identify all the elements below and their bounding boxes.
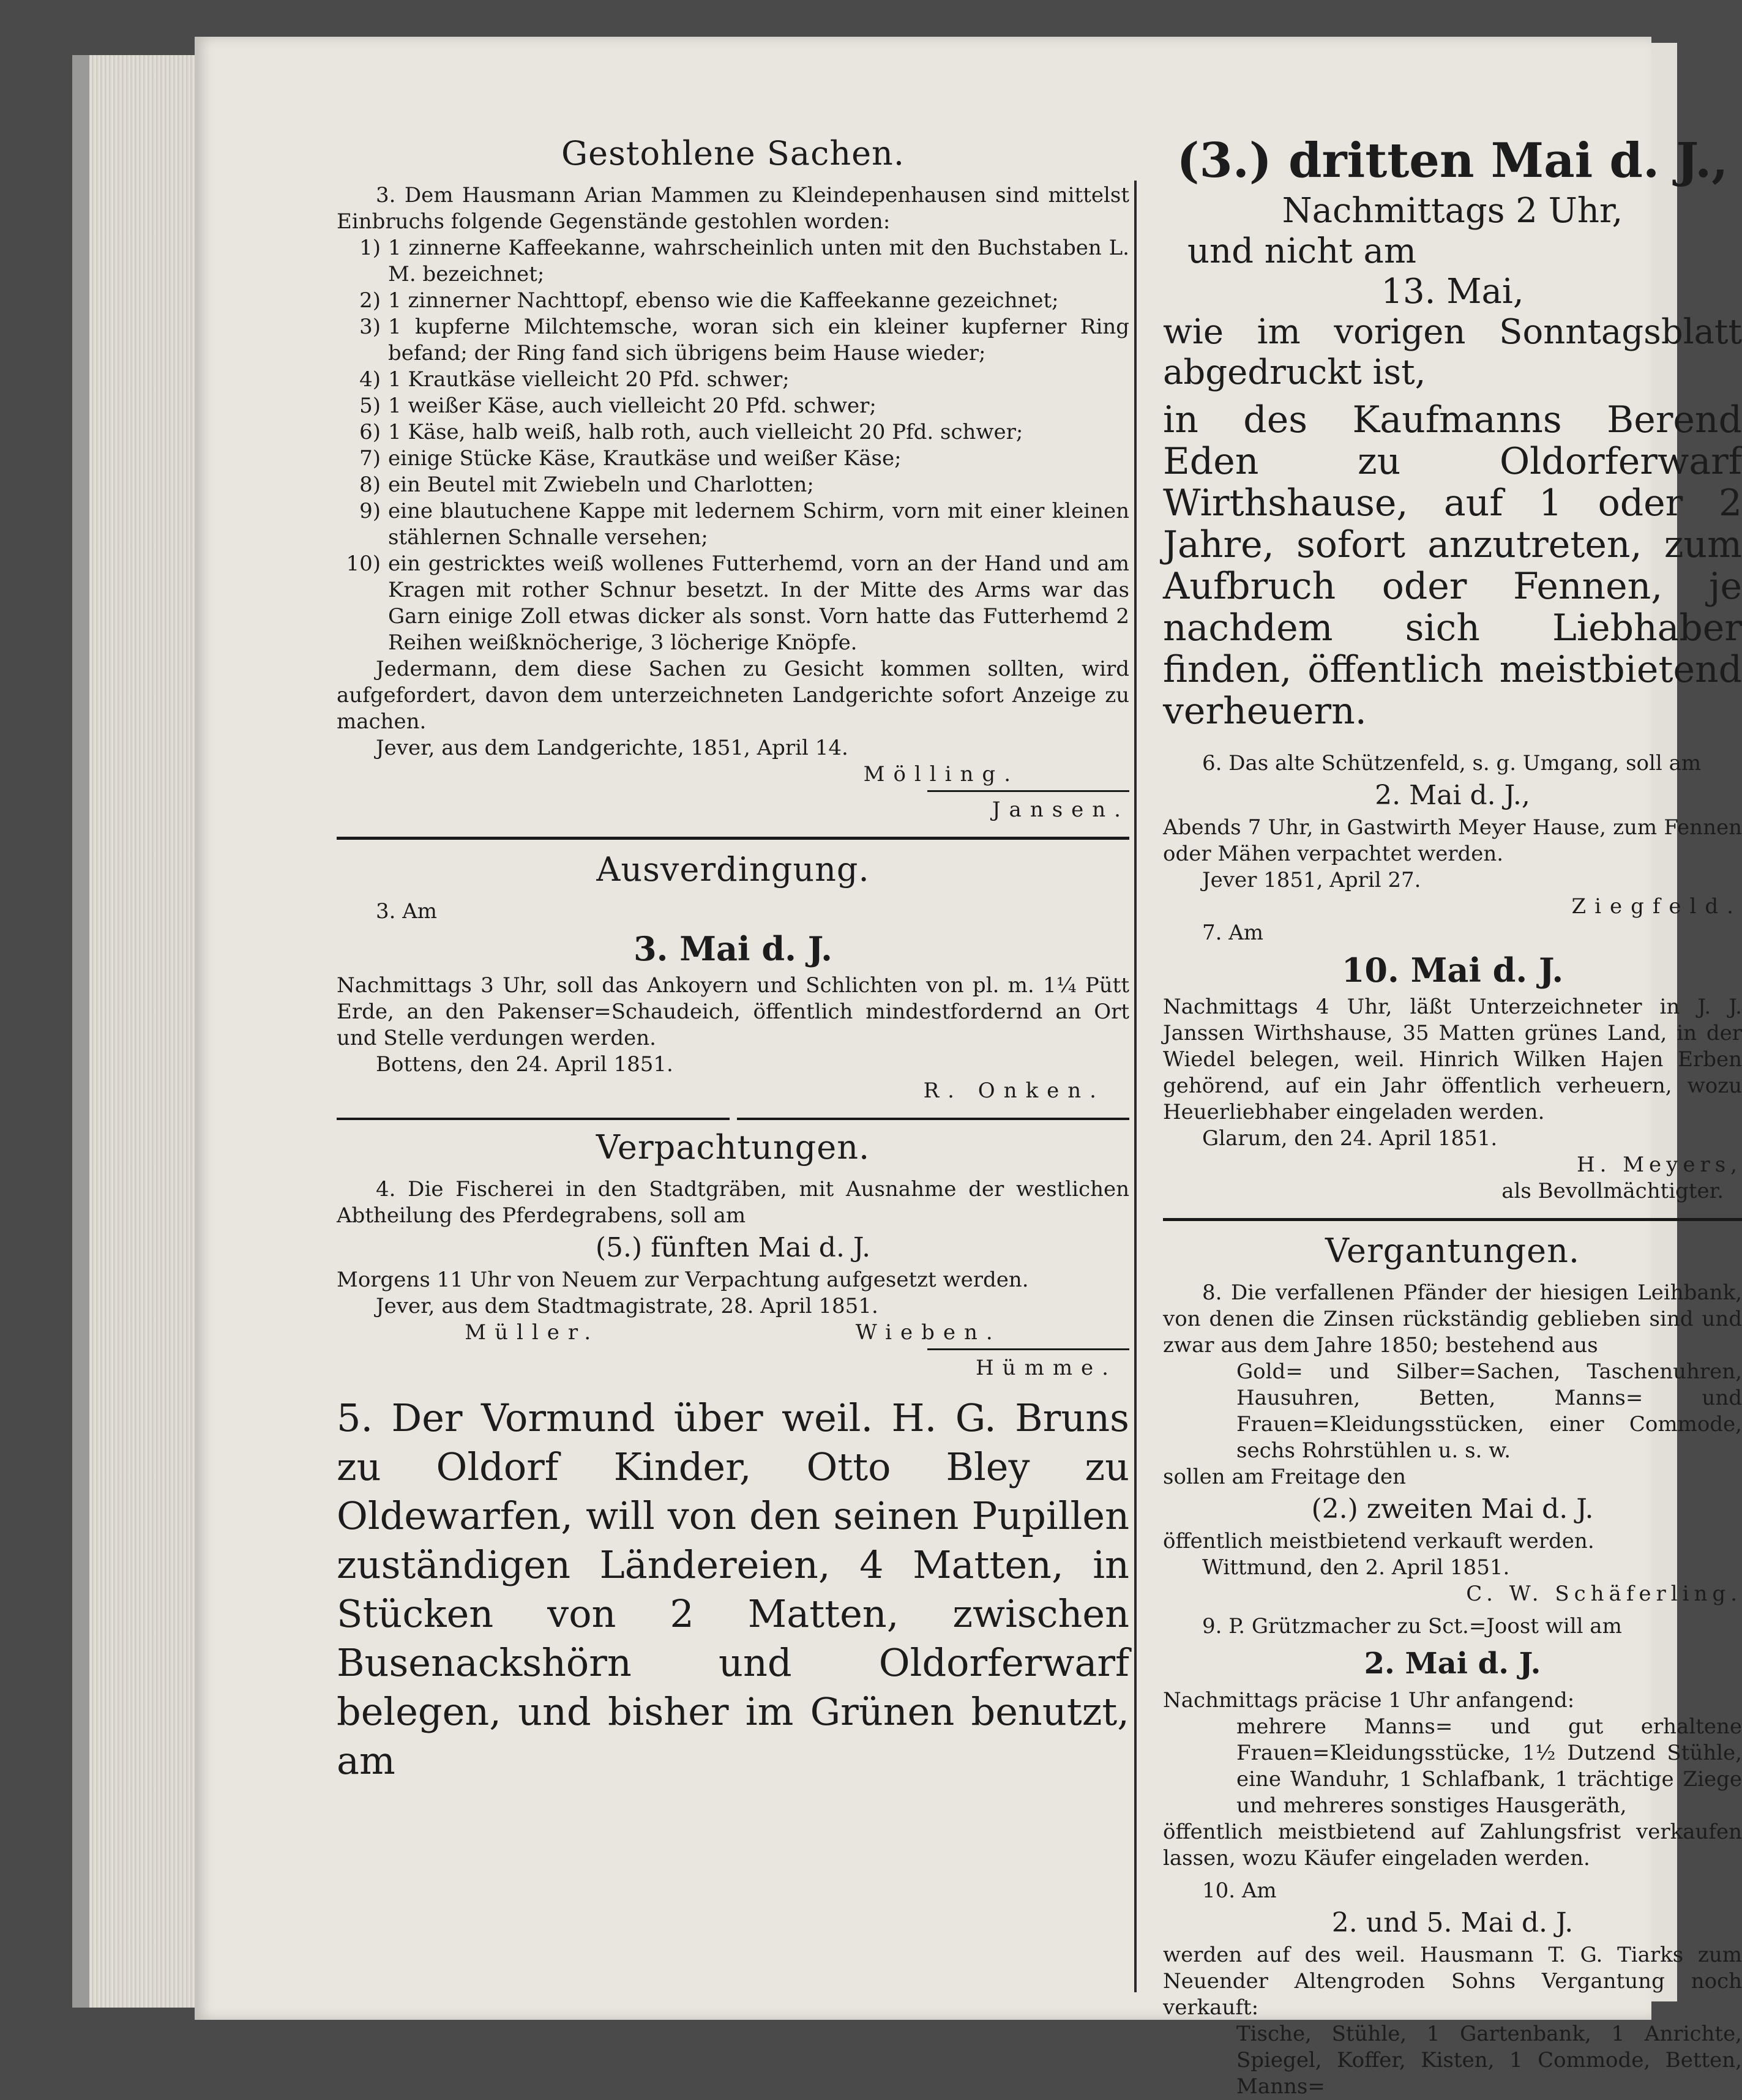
notice-text: 4. Die Fischerei in den Stadtgräben, mit Ausnahme der westlichen Abtheilung des Pferdegrabens, soll am: [337, 1177, 1129, 1228]
list-item: [337, 472, 1129, 498]
list-item: [337, 498, 1129, 551]
item-number: 7): [359, 446, 381, 471]
item-number: 1): [359, 236, 381, 260]
item-text: 1 weißer Käse, auch vielleicht 20 Pfd. schwer;: [388, 394, 877, 418]
item-text: 1 kupferne Milchtemsche, woran sich ein kleiner kupferner Ring befand; der Ring fand sich übrigens beim Hause wieder;: [388, 315, 1129, 365]
notice-list: mehrere Manns= und gut erhaltene Frauen=Kleidungsstücke, 1½ Dutzend Stühle, eine Wanduhr, 1 Schlafbank, 1 trächtige Ziege und mehreres sonstiges Hausgeräth,: [1236, 1714, 1742, 1818]
notice-text: werden auf des weil. Hausmann T. G. Tiarks zum Neuender Altengroden Sohns Vergantung noch verkauft:: [1163, 1943, 1742, 2020]
item-number: 8): [359, 473, 381, 497]
notice-text: Nachmittags 4 Uhr, läßt Unterzeichneter in J. J. Janssen Wirthshause, 35 Matten grünes Land, in der Wiedel belegen, weil. Hinrich Wilken Hajen Erben gehörend, auf ein Jahr öffentlich verheuern, wozu Heuerliebhaber eingeladen werden.: [1163, 995, 1742, 1124]
item-number: 2): [359, 288, 381, 313]
notice-text-2: Abends 7 Uhr, in Gastwirth Meyer Hause, zum Fennen oder Mähen verpachtet werden.: [1163, 815, 1742, 866]
notice-text: 9. P. Grützmacher zu Sct.=Joost will am: [1202, 1614, 1622, 1639]
notice-place-date: Bottens, den 24. April 1851.: [376, 1052, 673, 1077]
notice-date: 2. Mai d. J.: [1364, 1646, 1541, 1681]
signature-humme: Hümme.: [976, 1356, 1117, 1380]
notice-text-2: Nachmittags präcise 1 Uhr anfangend:: [1163, 1688, 1575, 1713]
notice-body: in des Kaufmanns Berend Eden zu Oldorferwarf Wirthshause, auf 1 oder 2 Jahre, sofort anzutreten, zum Aufbruch oder Fennen, je nachdem sich Liebhaber finden, öffentlich meistbietend verheuern.: [1163, 398, 1742, 733]
stolen-items-list: [337, 235, 1129, 656]
signature-ziegfeld: Ziegfeld.: [1571, 894, 1742, 919]
notice-date: 2. Mai d. J.,: [1375, 780, 1530, 811]
section-divider: [337, 837, 1129, 840]
notice-lead: 7. Am: [1202, 921, 1264, 945]
ausverdingung-section: [337, 851, 1129, 1104]
notice-date: 2. und 5. Mai d. J.: [1331, 1907, 1574, 1938]
notice-date: (2.) zweiten Mai d. J.: [1311, 1493, 1594, 1525]
signature-rule: [927, 790, 1129, 792]
right-column: [1163, 135, 1742, 2100]
notice-text: 8. Die verfallenen Pfänder der hiesigen Leihbank, von denen die Zinsen rückständig geblieben sind und zwar aus dem Jahre 1850; bestehend aus: [1163, 1280, 1742, 1358]
notice-correction: wie im vorigen Sonntagsblatt abgedruckt ist,: [1163, 312, 1742, 392]
notice-date: (3.) dritten Mai d. J.,: [1176, 133, 1729, 189]
section-title-vergantungen: Vergantungen.: [1325, 1231, 1580, 1270]
notice-lead: 3. Am: [376, 899, 438, 924]
item-number: 10): [346, 551, 381, 576]
stolen-appeal: Jedermann, dem diese Sachen zu Gesicht kommen sollten, wird aufgefordert, davon dem unterzeichneten Landgerichte sofort Anzeige zu machen.: [337, 657, 1129, 734]
item-text: eine blautuchene Kappe mit ledernem Schirm, vorn mit einer kleinen stählernen Schnalle versehen;: [388, 499, 1129, 550]
left-column: [337, 135, 1129, 1785]
list-item: [337, 551, 1129, 656]
notice-text: Nachmittags 3 Uhr, soll das Ankoyern und Schlichten von pl. m. 1¼ Pütt Erde, an den Pakenser=Schaudeich, öffentlich mindestfordernd an Ort und Stelle verdungen werden.: [337, 973, 1129, 1050]
notice-date: (5.) fünften Mai d. J.: [595, 1232, 871, 1263]
notice-6: [1163, 750, 1742, 920]
list-item: [337, 288, 1129, 314]
vergantungen-section: [1163, 1232, 1742, 1607]
notice-text-3: öffentlich meistbietend verkauft werden.: [1163, 1529, 1594, 1553]
signature-onken: R. Onken.: [923, 1078, 1105, 1103]
notice-place-date: Jever, aus dem Stadtmagistrate, 28. April 1851.: [376, 1294, 878, 1318]
signature-jansen: Jansen.: [992, 798, 1129, 822]
list-item: [337, 393, 1129, 419]
item-text: 1 Krautkäse vielleicht 20 Pfd. schwer;: [388, 367, 790, 392]
item-text: einige Stücke Käse, Krautkäse und weißer Käse;: [388, 446, 902, 471]
notice-place-date: Glarum, den 24. April 1851.: [1202, 1126, 1498, 1151]
list-item: [337, 235, 1129, 288]
verpachtungen-section: [337, 1129, 1129, 1381]
notice-text-2: Morgens 11 Uhr von Neuem zur Verpachtung aufgesetzt werden.: [337, 1268, 1029, 1292]
section-title-ausverdingung: Ausverdingung.: [596, 850, 870, 889]
list-item: [337, 367, 1129, 393]
notice-place-date: Wittmund, den 2. April 1851.: [1202, 1555, 1510, 1580]
signature-wieben: Wieben.: [855, 1320, 1001, 1345]
notice-place-date: Jever 1851, April 27.: [1202, 868, 1421, 892]
signature-schaferling: C. W. Schäferling.: [1466, 1582, 1742, 1606]
list-item: [337, 314, 1129, 367]
item-text: 1 zinnerner Nachttopf, ebenso wie die Kaffeekanne gezeichnet;: [388, 288, 1059, 313]
column-divider: [1134, 181, 1137, 1992]
signature-meyers: H. Meyers,: [1576, 1153, 1742, 1177]
item-number: 6): [359, 420, 381, 444]
notice-date: 10. Mai d. J.: [1341, 951, 1564, 990]
item-text: ein gestricktes weiß wollenes Futterhemd, vorn an der Hand und am Kragen mit rother Schnur besetzt. In der Mitte des Arms war das Garn einige Zoll etwas dicker als sonst. Vorn hatte das Futterhemd 2 Reihen weißknöcherige, 3 löcherige Knöpfe.: [388, 551, 1129, 655]
continued-notice: [1163, 135, 1742, 732]
signature-molling: Mölling.: [863, 762, 1019, 787]
notice-text: 6. Das alte Schützenfeld, s. g. Umgang, soll am: [1202, 751, 1702, 775]
notice-lead: 10. Am: [1202, 1878, 1277, 1903]
section-title-stolen: Gestohlene Sachen.: [561, 134, 905, 173]
notice-list: Tische, Stühle, 1 Gartenbank, 1 Anrichte, Spiegel, Koffer, Kisten, 1 Commode, Betten, Manns=: [1236, 2022, 1742, 2099]
list-item: [337, 419, 1129, 446]
item-number: 9): [359, 499, 381, 523]
notice-not-on: und nicht am: [1187, 231, 1416, 271]
notice-9: [1163, 1613, 1742, 1872]
notice-text-2: sollen am Freitage den: [1163, 1465, 1407, 1489]
signature-row: [337, 1320, 1129, 1346]
signature-role: als Bevollmächtigter.: [1501, 1179, 1724, 1203]
stolen-place-date: Jever, aus dem Landgerichte, 1851, April 14.: [376, 736, 848, 760]
notice-time: Nachmittags 2 Uhr,: [1282, 191, 1623, 231]
list-item: [337, 446, 1129, 472]
newspaper-page: [195, 37, 1742, 2099]
section-title-verpachtungen: Verpachtungen.: [596, 1128, 870, 1167]
notice-date: 3. Mai d. J.: [634, 929, 832, 968]
item-number: 4): [359, 367, 381, 392]
item-number: 3): [359, 315, 381, 339]
guardian-notice: 5. Der Vormund über weil. H. G. Bruns zu Oldorf Kinder, Otto Bley zu Oldewarfen, will von den seinen Pupillen zuständigen Ländereien, 4 Matten, in Stücken von 2 Matten, zwischen Busenackshörn und Oldorferwarf belegen, und bisher im Grünen benutzt, am: [337, 1396, 1129, 1783]
signature-muller: Müller.: [465, 1320, 600, 1345]
stolen-goods-section: [337, 135, 1129, 823]
notice-text-3: öffentlich meistbietend auf Zahlungsfrist verkaufen lassen, wozu Käufer eingeladen werden.: [1163, 1820, 1742, 1870]
item-text: ein Beutel mit Zwiebeln und Charlotten;: [388, 473, 814, 497]
book-page-edges: [72, 55, 195, 2008]
section-divider: [1163, 1218, 1742, 1221]
notice-7: [1163, 920, 1742, 1205]
item-text: 1 zinnerne Kaffeekanne, wahrscheinlich unten mit den Buchstaben L. M. bezeichnet;: [388, 236, 1129, 286]
stolen-intro: 3. Dem Hausmann Arian Mammen zu Kleindepenhausen sind mittelst Einbruchs folgende Gegenstände gestohlen worden:: [337, 183, 1129, 234]
notice-list: Gold= und Silber=Sachen, Taschenuhren, Hausuhren, Betten, Manns= und Frauen=Kleidungsstücken, einer Commode, sechs Rohrstühlen u. s. w.: [1236, 1359, 1742, 1463]
notice-10: [1163, 1878, 1742, 2100]
signature-rule: [927, 1348, 1129, 1350]
item-number: 5): [359, 394, 381, 418]
item-text: 1 Käse, halb weiß, halb roth, auch vielleicht 20 Pfd. schwer;: [388, 420, 1023, 444]
notice-wrong-date: 13. Mai,: [1381, 272, 1524, 312]
